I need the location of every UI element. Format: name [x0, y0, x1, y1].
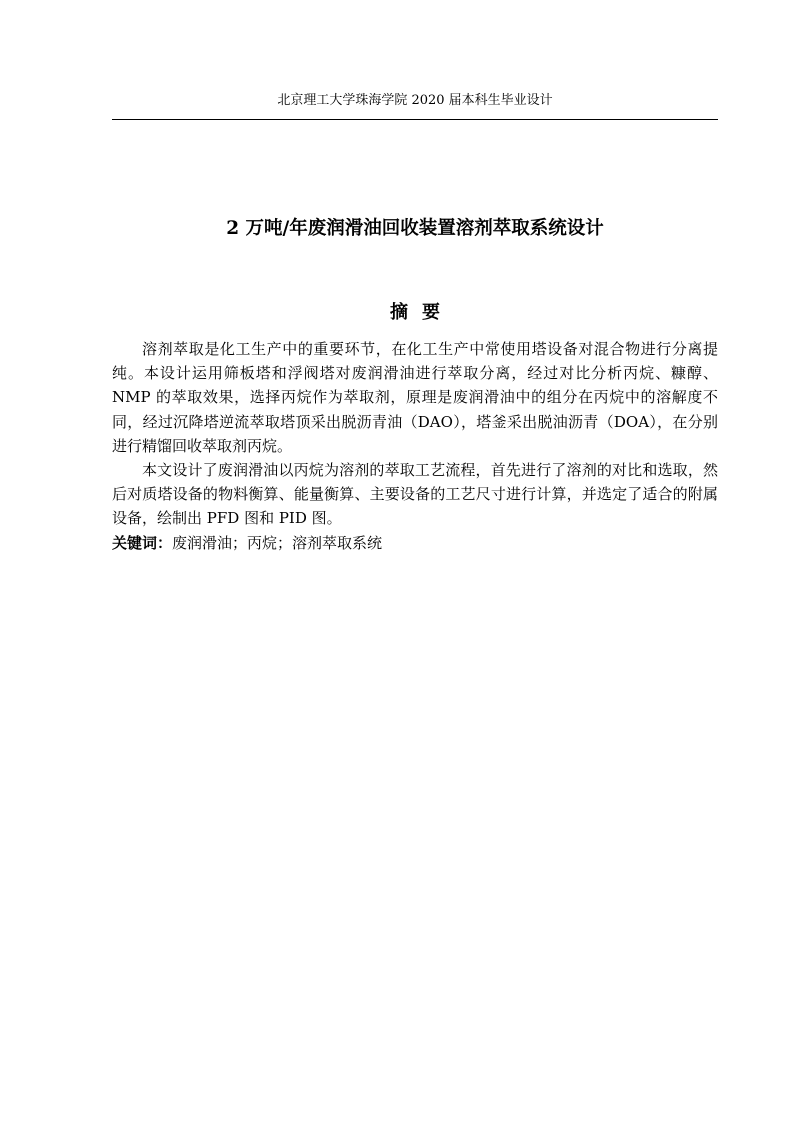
- keywords-line: [112, 531, 718, 555]
- abstract-paragraph-1: 溶剂萃取是化工生产中的重要环节，在化工生产中常使用塔设备对混合物进行分离提纯。本设计运用筛板塔和浮阀塔对废润滑油进行萃取分离，经过对比分析丙烷、糠醇、NMP 的萃取效果，选择丙烷作为萃取剂，原理是废润滑油中的组分在丙烷中的溶解度不同，经过沉降塔逆流萃取塔顶采出脱沥青油（DAO），塔釜采出脱油沥青（DOA），在分别进行精馏回收萃取剂丙烷。: [112, 340, 718, 455]
- page-header: 北京理工大学珠海学院 2020 届本科生毕业设计: [277, 93, 553, 108]
- abstract-heading: 摘要: [390, 302, 454, 323]
- keywords-label: 关键词：: [112, 533, 173, 552]
- header-rule: [112, 119, 718, 120]
- thesis-title: 2 万吨/年废润滑油回收装置溶剂萃取系统设计: [226, 218, 604, 239]
- keywords-text: 废润滑油；丙烷；溶剂萃取系统: [172, 533, 383, 552]
- abstract-paragraph-2: 本文设计了废润滑油以丙烷为溶剂的萃取工艺流程，首先进行了溶剂的对比和选取，然后对质塔设备的物料衡算、能量衡算、主要设备的工艺尺寸进行计算，并选定了适合的附属设备，绘制出 PFD 图和 PID 图。: [112, 461, 718, 528]
- abstract-body: [112, 337, 718, 555]
